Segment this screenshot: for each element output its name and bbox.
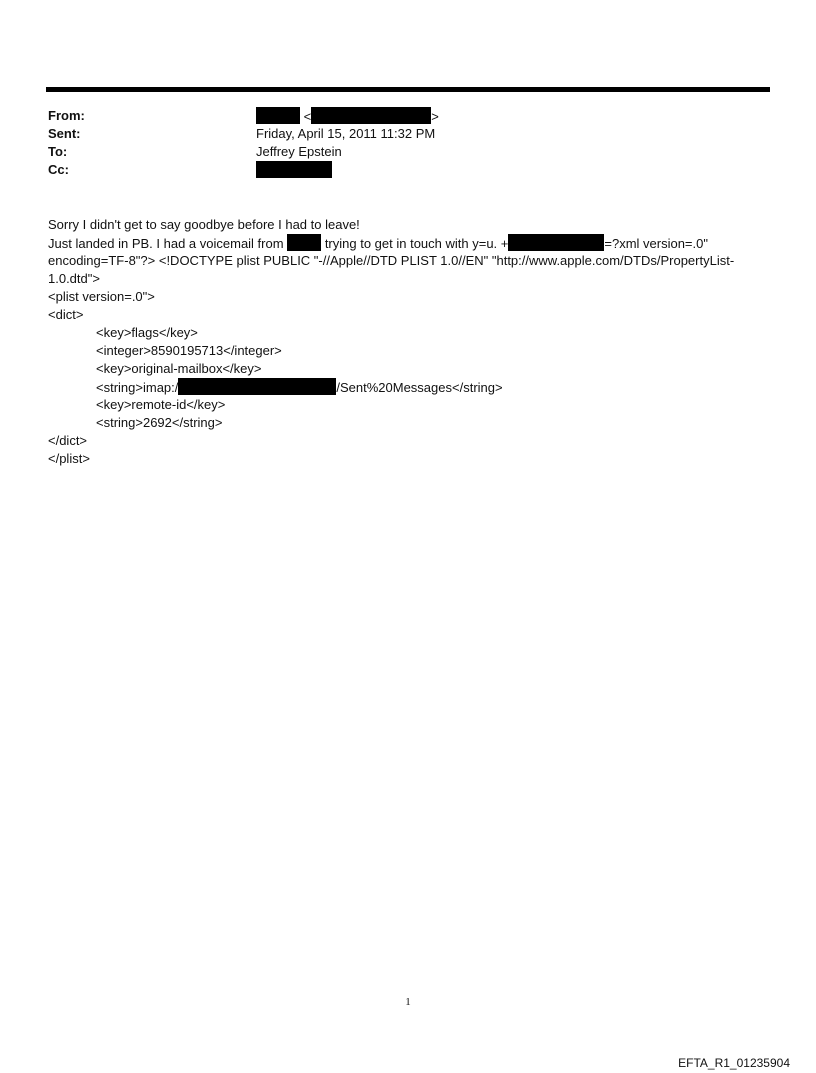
from-value	[256, 107, 439, 126]
body-line: encoding=TF-8"?> <!DOCTYPE plist PUBLIC "-//Apple//DTD PLIST 1.0//EN" "http://www.apple.com/DTDs/PropertyList-	[48, 253, 735, 268]
body-line: <integer>8590195713</integer>	[96, 343, 282, 358]
redaction-box	[256, 161, 332, 178]
body-line: </dict>	[48, 433, 88, 448]
from-label: From:	[48, 108, 85, 123]
email-body	[48, 216, 778, 468]
redaction-box	[311, 107, 431, 124]
to-value: Jeffrey Epstein	[256, 144, 342, 159]
body-line: <plist version=.0">	[48, 289, 155, 304]
redaction-box	[256, 107, 300, 124]
body-line: Just landed in PB. I had a voicemail from trying to get in touch with y=u. + =?xml version=.0"	[48, 236, 708, 251]
redaction-box	[508, 234, 604, 251]
cc-label: Cc:	[48, 162, 69, 177]
body-line: <string>imap:/ /Sent%20Messages</string>	[96, 380, 503, 395]
body-line: Sorry I didn't get to say goodbye before I had to leave!	[48, 217, 360, 232]
cc-value	[256, 161, 332, 180]
body-line: <dict>	[48, 307, 84, 322]
body-line: 1.0.dtd">	[48, 271, 100, 286]
body-line: <key>remote-id</key>	[96, 397, 226, 412]
sent-value: Friday, April 15, 2011 11:32 PM	[256, 126, 436, 141]
document-id: EFTA_R1_01235904	[678, 1056, 790, 1070]
page-number: 1	[405, 996, 411, 1008]
body-line: <string>2692</string>	[96, 415, 223, 430]
sent-label: Sent:	[48, 126, 81, 141]
redaction-box	[178, 378, 336, 395]
from-gt: >	[431, 109, 439, 124]
body-line: <key>flags</key>	[96, 325, 198, 340]
body-line: </plist>	[48, 451, 90, 466]
redaction-box	[287, 234, 321, 251]
to-label: To:	[48, 144, 68, 159]
from-lt: <	[303, 109, 312, 124]
header-rule	[46, 87, 770, 92]
body-line: <key>original-mailbox</key>	[96, 361, 262, 376]
